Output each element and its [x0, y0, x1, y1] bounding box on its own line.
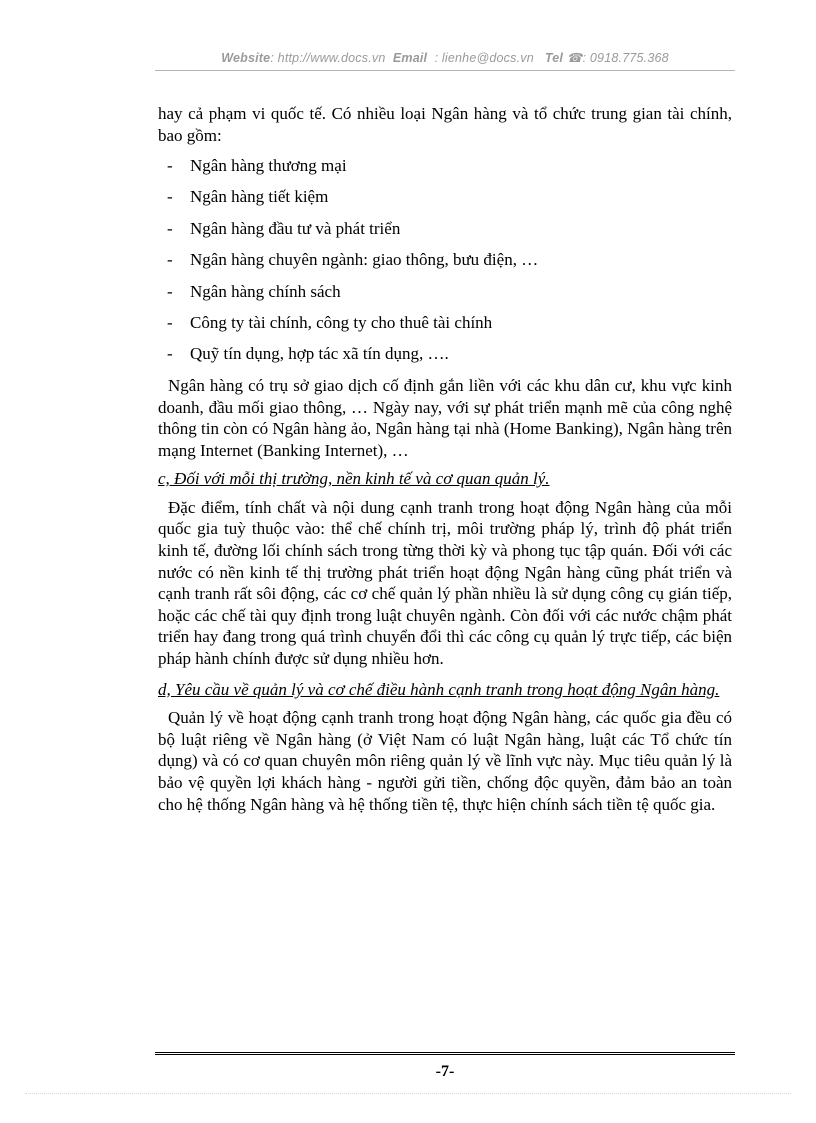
- list-item: [158, 339, 732, 370]
- bank-types-list: [158, 150, 732, 370]
- branch-paragraph: Ngân hàng có trụ sở giao dịch cố định gắn liền với các khu dân cư, khu vực kinh doanh, đầu mối giao thông, … Ngày nay, với sự phát triển mạnh mẽ của công nghệ thông tin còn có Ngân hàng ảo, Ngân hàng tại nhà (Home Banking), Ngân hàng trên mạng Internet (Banking Internet), …: [158, 375, 732, 460]
- list-item-text: Ngân hàng thương mại: [190, 156, 347, 176]
- section-heading-c: c, Đối với mỗi thị trường, nền kinh tế và cơ quan quản lý.: [158, 469, 550, 489]
- list-item: [158, 182, 732, 213]
- bullet-dash: -: [167, 187, 173, 207]
- bullet-dash: -: [167, 313, 173, 333]
- management-paragraph: Quản lý về hoạt động cạnh tranh trong hoạt động Ngân hàng, các quốc gia đều có bộ luật riêng về Ngân hàng (ở Việt Nam có luật Ngân hàng, luật các Tổ chức tín dụng) và có cơ quan chuyên môn riêng quản lý về lĩnh vực này. Mục tiêu quản lý là bảo vệ quyền lợi khách hàng - người gửi tiền, chống độc quyền, đảm bảo an toàn cho hệ thống Ngân hàng và hệ thống tiền tệ, thực hiện chính sách tiền tệ quốc gia.: [158, 708, 732, 814]
- bullet-dash: -: [167, 281, 173, 301]
- footer-divider: [155, 1052, 735, 1058]
- tel-label: Tel: [544, 51, 564, 65]
- list-item: [158, 213, 732, 244]
- email-label: Email: [392, 51, 428, 65]
- email-address[interactable]: : lienhe@docs.vn: [434, 51, 534, 65]
- bullet-dash: -: [167, 218, 173, 238]
- list-item-text: Ngân hàng tiết kiệm: [190, 187, 329, 207]
- website-url[interactable]: : http://www.docs.vn: [270, 51, 386, 65]
- list-item: [158, 276, 732, 307]
- list-item-text: Ngân hàng chuyên ngành: giao thông, bưu điện, …: [190, 250, 539, 270]
- market-paragraph: Đặc điểm, tính chất và nội dung cạnh tranh trong hoạt động Ngân hàng của mỗi quốc gia tuỳ thuộc vào: thể chế chính trị, môi trường pháp lý, trình độ phát triển kinh tế, đường lối chính sách trong từng thời kỳ và phong tục tập quán. Đối với các nước có nền kinh tế thị trường phát triển hoạt động Ngân hàng cũng phát triển và cạnh tranh rất sôi động, các cơ chế quản lý phần nhiều là sử dụng công cụ gián tiếp, hoặc các chế tài quy định trong luật chuyên ngành. Còn đối với các nước chậm phát triển hay đang trong quá trình chuyển đổi thì các công cụ quản lý trực tiếp, các biện pháp hành chính được sử dụng nhiều hơn.: [158, 497, 732, 669]
- page-body: [158, 103, 732, 815]
- page-header: [155, 50, 735, 65]
- tel-number: : 0918.775.368: [582, 51, 669, 65]
- list-item: [158, 244, 732, 275]
- website-label: Website: [221, 51, 271, 65]
- list-item-text: Ngân hàng chính sách: [190, 281, 341, 301]
- list-item-text: Công ty tài chính, công ty cho thuê tài chính: [190, 313, 493, 333]
- list-item: [158, 150, 732, 181]
- list-item: [158, 307, 732, 338]
- phone-icon: ☎: [566, 51, 583, 65]
- page-bottom-border: [25, 1093, 791, 1094]
- header-divider: [155, 70, 735, 71]
- list-item-text: Quỹ tín dụng, hợp tác xã tín dụng, ….: [190, 344, 449, 364]
- bullet-dash: -: [167, 156, 173, 176]
- list-item-text: Ngân hàng đầu tư và phát triển: [190, 218, 401, 238]
- bullet-dash: -: [167, 344, 173, 364]
- bullet-dash: -: [167, 250, 173, 270]
- section-heading-d: d, Yêu cầu về quản lý và cơ chế điều hành cạnh tranh trong hoạt động Ngân hàng.: [158, 679, 720, 699]
- page-number: -7-: [435, 1063, 455, 1080]
- intro-paragraph: hay cả phạm vi quốc tế. Có nhiều loại Ngân hàng và tổ chức trung gian tài chính, bao gồm:: [158, 104, 732, 145]
